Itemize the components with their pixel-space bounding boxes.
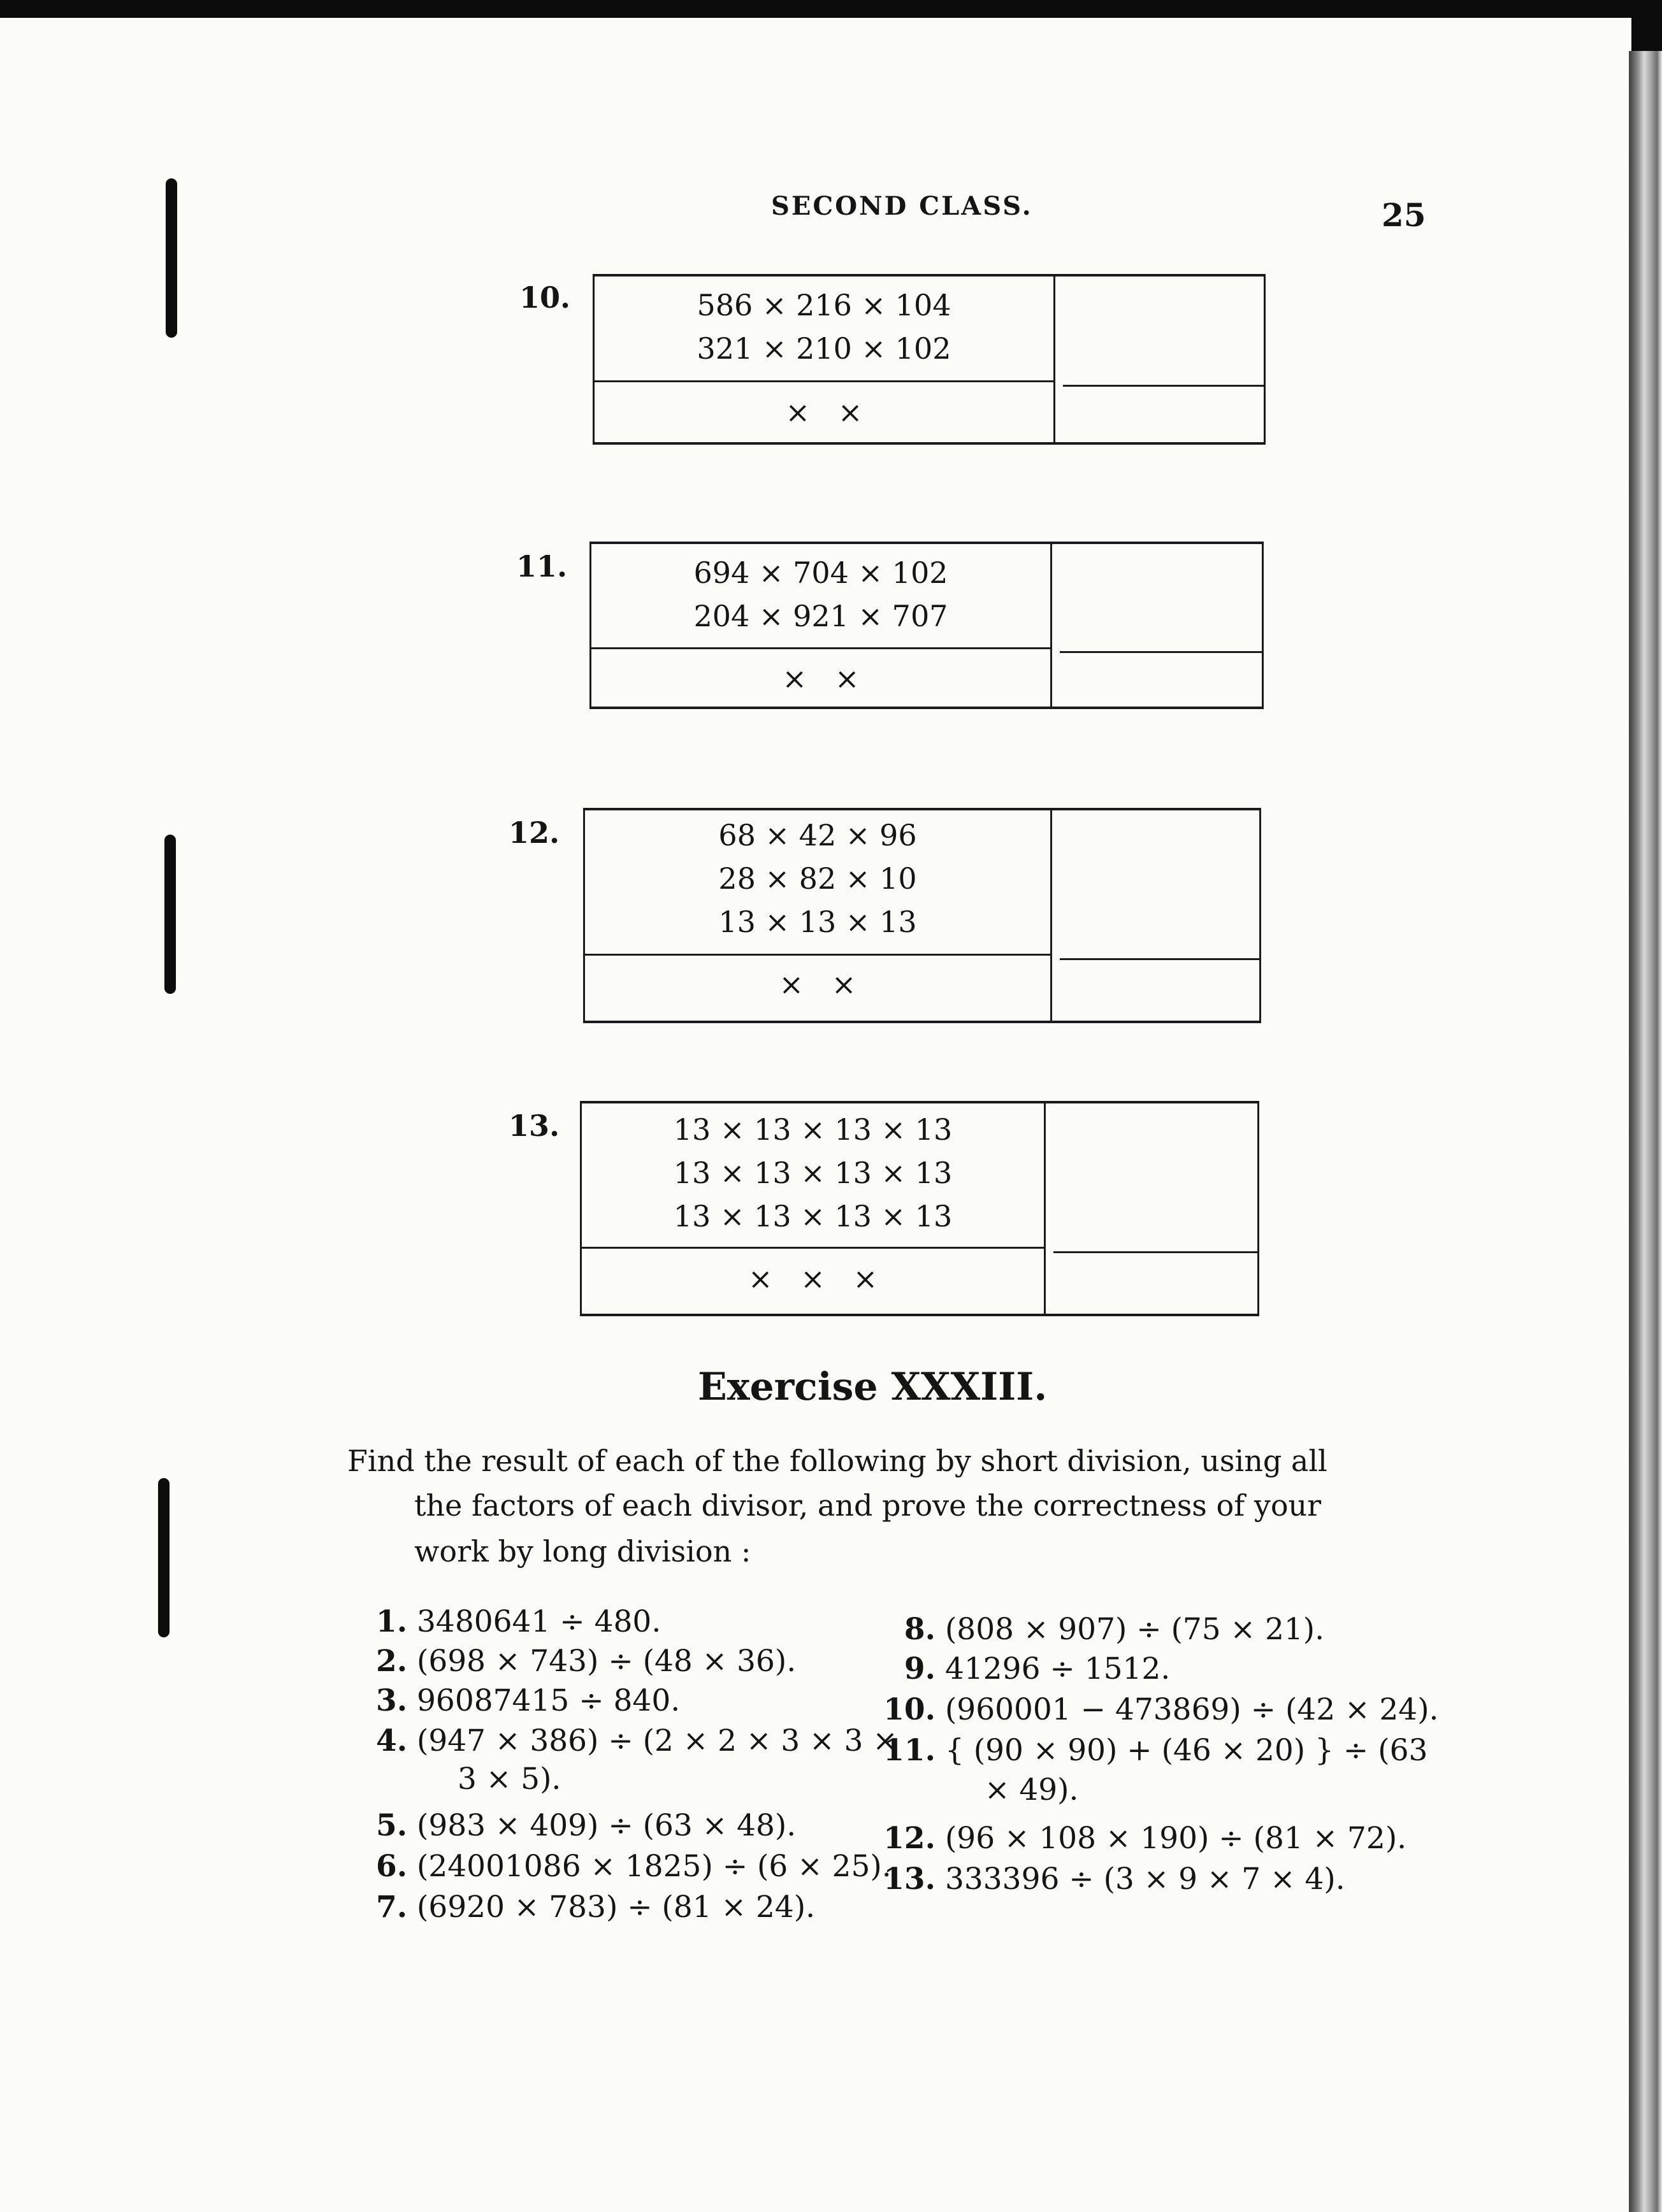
exercise-item (873, 1862, 1345, 1897)
instruction-line: Find the result of each of the following by short division, using all (347, 1444, 1327, 1478)
item-text: 3480641 ÷ 480. (417, 1604, 661, 1639)
exercise-item (376, 1683, 680, 1718)
problem-number: 11. (516, 549, 568, 584)
item-text: 41296 ÷ 1512. (944, 1651, 1171, 1686)
item-number: 10. (883, 1692, 936, 1727)
item-number: 3. (376, 1683, 408, 1718)
page-number: 25 (1382, 196, 1426, 234)
problem-line: 13 × 13 × 13 × 13 (673, 1156, 953, 1190)
exercise-item (376, 1644, 796, 1679)
exercise-item (376, 1808, 796, 1843)
times-marks: × × (782, 661, 860, 696)
item-text: { (90 × 90) + (46 × 20) } ÷ (63 (944, 1733, 1428, 1768)
item-number: 6. (376, 1849, 408, 1884)
running-head: SECOND CLASS. (771, 191, 1033, 221)
item-text: (698 × 743) ÷ (48 × 36). (417, 1644, 797, 1679)
times-marks: × × (779, 967, 856, 1002)
exercise-item (376, 1604, 661, 1639)
exercise-item (873, 1692, 1438, 1727)
problem-line: 321 × 210 × 102 (697, 331, 951, 366)
problem-number: 12. (509, 815, 560, 850)
item-number: 13. (883, 1862, 936, 1897)
item-number: 7. (376, 1890, 408, 1925)
problem-line: 13 × 13 × 13 (718, 905, 917, 939)
exercise-item (376, 1849, 892, 1884)
item-text: (808 × 907) ÷ (75 × 21). (944, 1612, 1325, 1647)
problem-number: 13. (509, 1109, 560, 1143)
item-number: 9. (904, 1651, 936, 1686)
page-edge (1629, 51, 1662, 2212)
problem-11-box (589, 542, 1264, 709)
problem-line: 13 × 13 × 13 × 13 (673, 1199, 953, 1233)
item-number: 2. (376, 1644, 408, 1679)
times-marks: × × (785, 395, 863, 429)
item-number: 5. (376, 1808, 408, 1843)
exercise-item-continuation: 3 × 5). (458, 1762, 561, 1797)
exercise-item (873, 1821, 1406, 1856)
item-text: (960001 − 473869) ÷ (42 × 24). (944, 1692, 1439, 1727)
instruction-line: the factors of each divisor, and prove the correctness of your (414, 1488, 1322, 1523)
binding-mark (164, 835, 176, 994)
item-text: (6920 × 783) ÷ (81 × 24). (417, 1890, 816, 1925)
problem-line: 13 × 13 × 13 × 13 (673, 1112, 953, 1147)
item-number: 11. (883, 1733, 936, 1768)
item-number: 12. (883, 1821, 936, 1856)
problem-13-box (580, 1101, 1259, 1316)
problem-12-box (583, 808, 1261, 1023)
item-text: (947 × 386) ÷ (2 × 2 × 3 × 3 × (417, 1723, 898, 1758)
instruction-line: work by long division : (414, 1534, 751, 1569)
times-marks: × × × (748, 1261, 878, 1296)
exercise-item (873, 1733, 1427, 1768)
exercise-title: Exercise XXXIII. (698, 1365, 1048, 1409)
item-text: (983 × 409) ÷ (63 × 48). (417, 1808, 797, 1843)
exercise-item (376, 1890, 815, 1925)
problem-line: 28 × 82 × 10 (718, 861, 917, 896)
exercise-item (376, 1723, 898, 1758)
binding-mark (158, 1478, 170, 1637)
item-number: 1. (376, 1604, 408, 1639)
item-text: (96 × 108 × 190) ÷ (81 × 72). (944, 1821, 1407, 1856)
problem-line: 694 × 704 × 102 (693, 556, 948, 590)
item-text: (24001086 × 1825) ÷ (6 × 25). (417, 1849, 892, 1884)
binding-mark (166, 178, 177, 338)
item-text: 333396 ÷ (3 × 9 × 7 × 4). (944, 1862, 1345, 1897)
problem-number: 10. (519, 280, 571, 315)
item-number: 4. (376, 1723, 408, 1758)
exercise-item (886, 1612, 1324, 1647)
exercise-item-continuation: × 49). (985, 1772, 1079, 1807)
problem-line: 204 × 921 × 707 (693, 599, 948, 633)
problem-line: 586 × 216 × 104 (697, 288, 951, 322)
problem-line: 68 × 42 × 96 (718, 818, 917, 852)
item-number: 8. (904, 1612, 936, 1647)
problem-10-box (593, 274, 1266, 445)
item-text: 96087415 ÷ 840. (417, 1683, 681, 1718)
exercise-item (886, 1651, 1170, 1686)
